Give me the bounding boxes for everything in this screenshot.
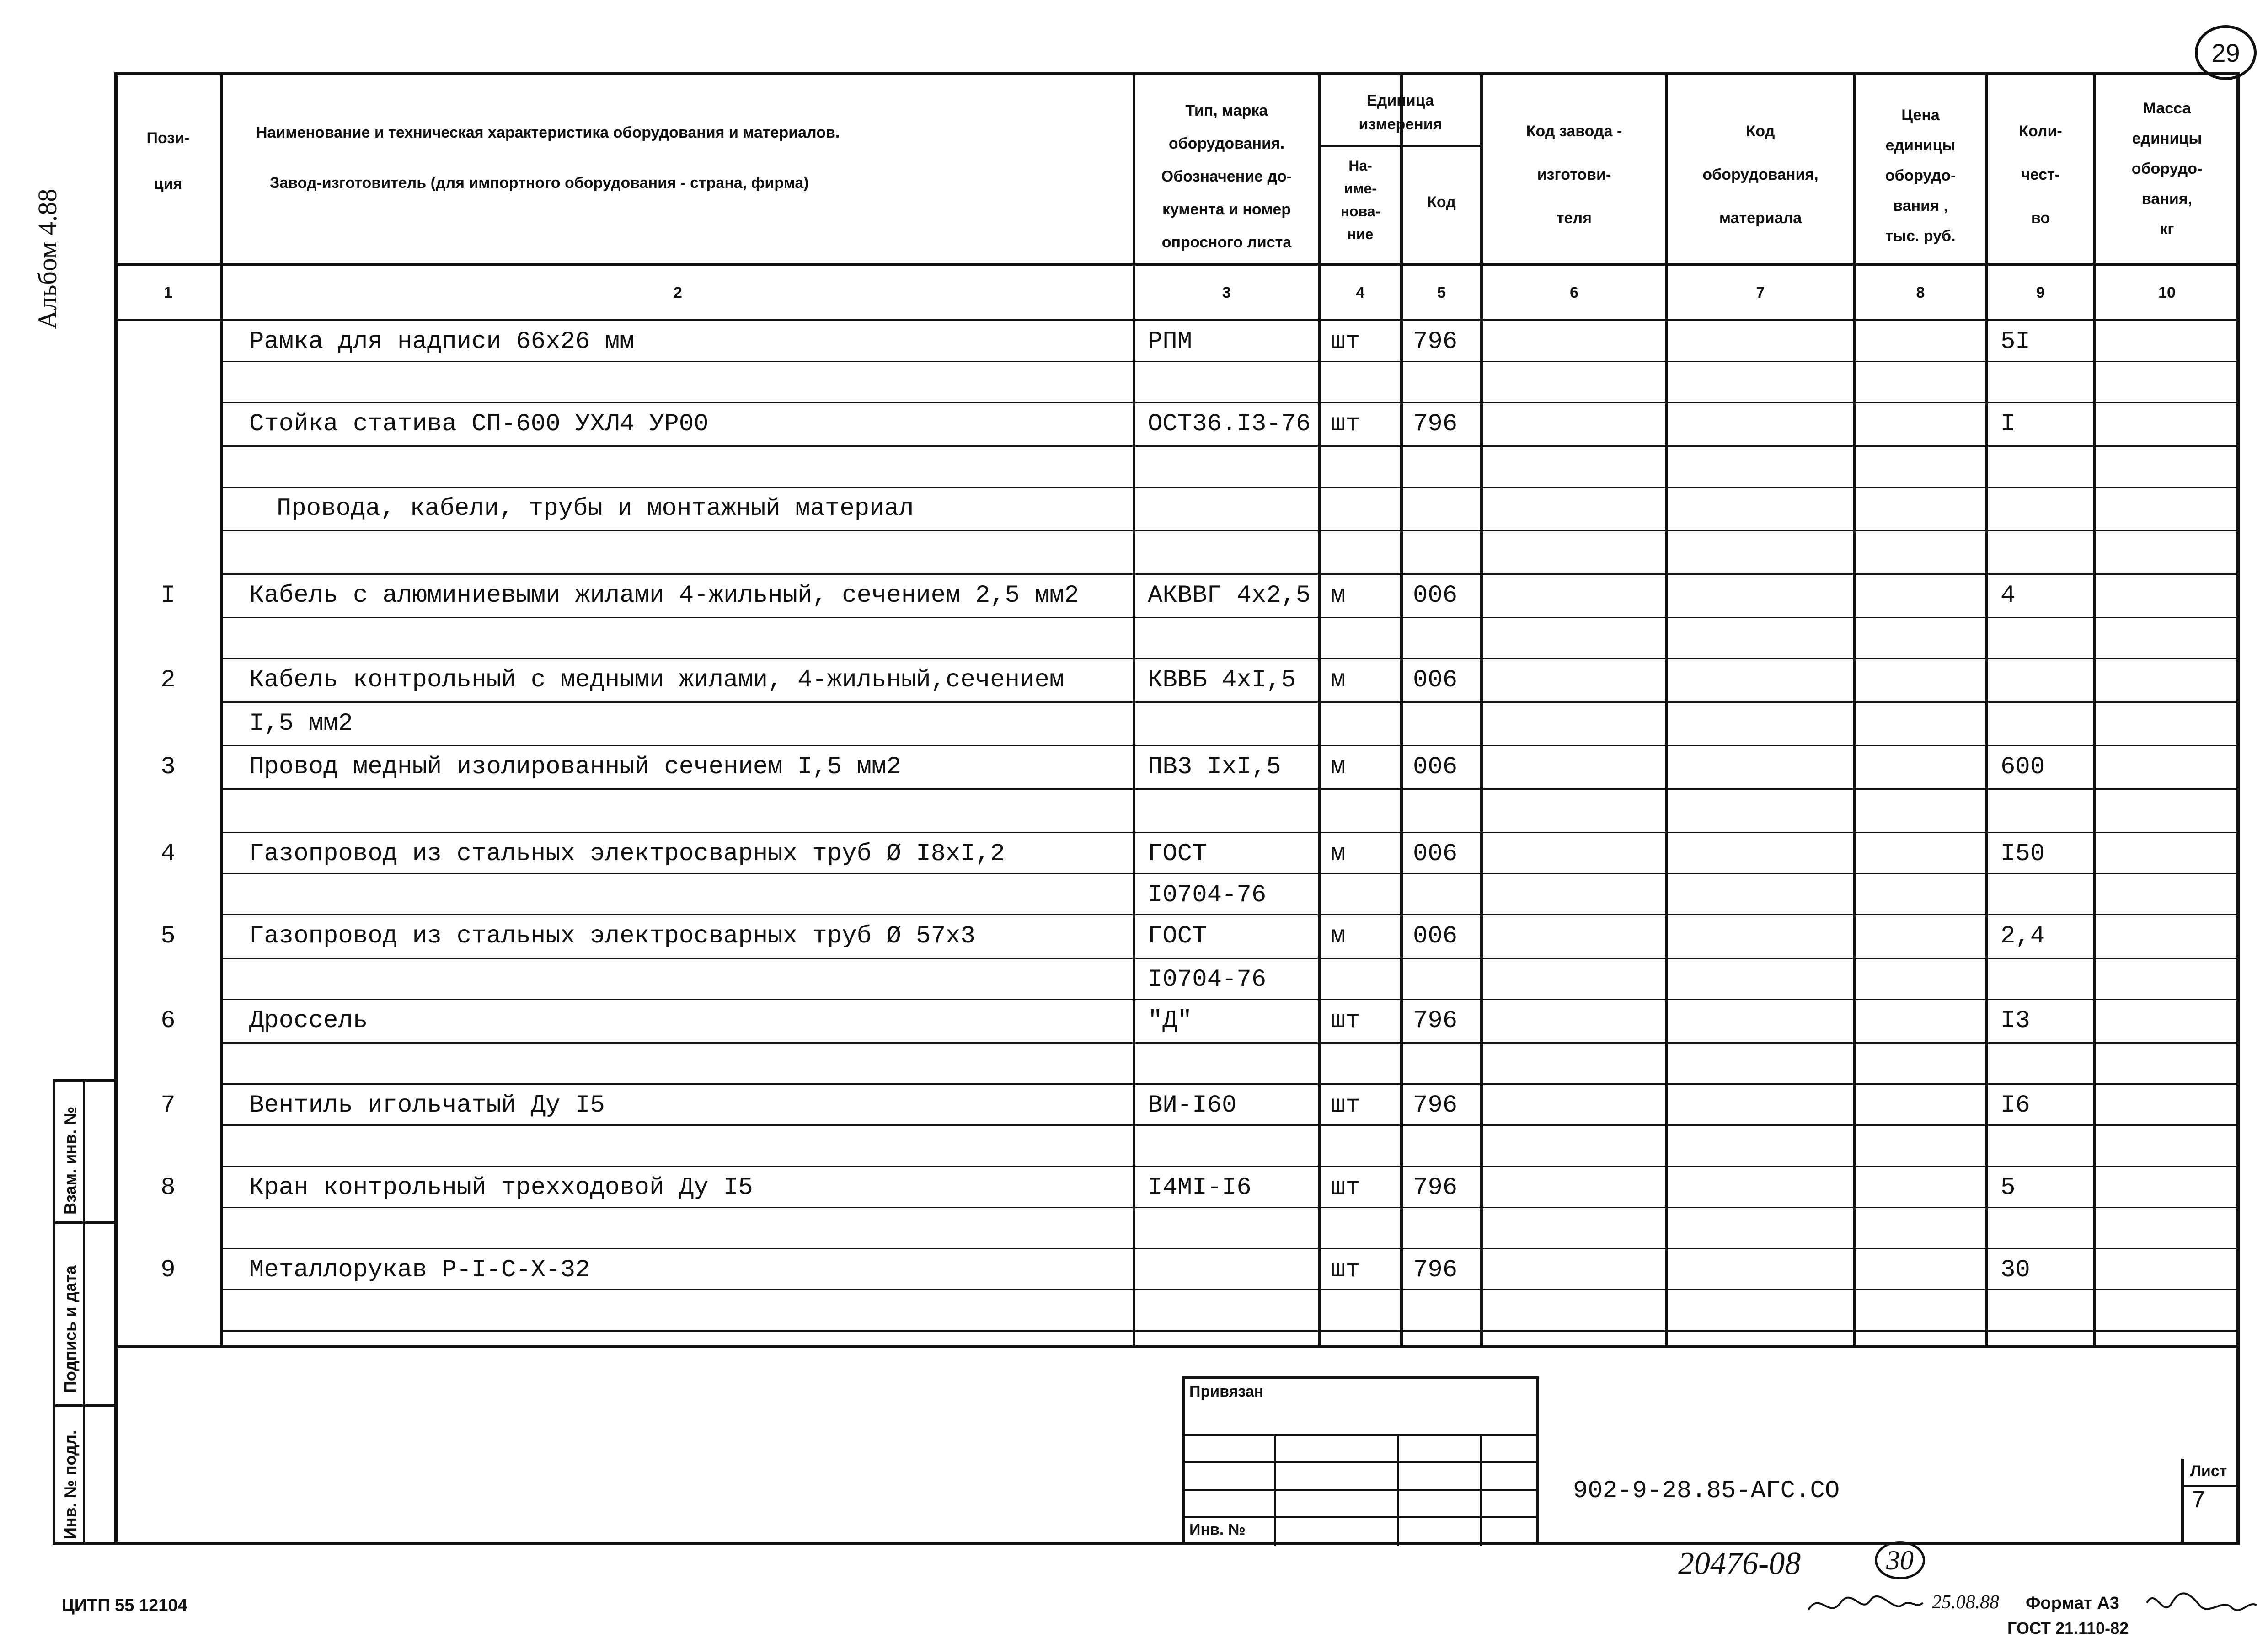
format-label: Формат А3: [2026, 1594, 2119, 1613]
archive-circle: [1875, 1541, 1925, 1579]
row-position: I: [160, 582, 176, 610]
header-type: кумента и номер: [1162, 201, 1291, 218]
title-stamp: [1182, 1376, 1539, 1545]
row-unit-code: 006: [1413, 840, 1458, 868]
row-type: ГОСТ: [1148, 922, 1207, 950]
row-unit-code: 006: [1413, 666, 1458, 694]
inv-vzam-label: Взам. инв. №: [61, 1106, 80, 1215]
row-type-continued: I0704-76: [1148, 881, 1267, 909]
header-unit-name: нова-: [1340, 203, 1380, 219]
row-position: 6: [160, 1007, 176, 1035]
column-number: 4: [1356, 284, 1365, 301]
row-type: ВИ-I60: [1148, 1092, 1237, 1119]
column-number: 10: [2158, 284, 2176, 301]
row-quantity: I50: [2001, 840, 2045, 868]
row-unit: м: [1331, 840, 1346, 868]
header-type: Тип, марка: [1185, 102, 1268, 119]
row-unit: м: [1331, 753, 1346, 781]
row-name: Металлорукав Р-I-С-Х-32: [249, 1256, 590, 1284]
row-unit: шт: [1331, 1174, 1360, 1202]
row-unit-code: 796: [1413, 1007, 1458, 1035]
row-unit-code: 796: [1413, 410, 1458, 438]
column-number: 2: [674, 284, 682, 301]
row-name: Рамка для надписи 66х26 мм: [249, 328, 635, 356]
row-position: 9: [160, 1256, 176, 1284]
row-position: 4: [160, 840, 176, 868]
row-unit-code: 796: [1413, 328, 1458, 356]
row-type: РПМ: [1148, 328, 1193, 356]
row-name: Кабель с алюминиевыми жилами 4-жильный, сечением 2,5 мм2: [249, 582, 1079, 610]
inv-podl-label: Инв. № подл.: [61, 1430, 80, 1539]
row-type: КВВБ 4хI,5: [1148, 666, 1296, 694]
row-unit: м: [1331, 666, 1346, 694]
header-mass: вания,: [2141, 190, 2193, 208]
doc-code: 902-9-28.85-АГС.СО: [1573, 1477, 1840, 1505]
row-unit: шт: [1331, 1007, 1360, 1035]
header-type: опросного листа: [1161, 234, 1292, 251]
row-type: ГОСТ: [1148, 840, 1207, 868]
sheet-number: 7: [2191, 1487, 2206, 1515]
row-quantity: 600: [2001, 753, 2045, 781]
header-price: вания ,: [1893, 197, 1948, 214]
row-unit-code: 796: [1413, 1092, 1458, 1119]
row-type: I4МI-I6: [1148, 1174, 1252, 1202]
row-name-continued: I,5 мм2: [249, 710, 353, 738]
row-position: 2: [160, 666, 176, 694]
header-factory-code: изготови-: [1537, 166, 1611, 183]
row-unit-code: 796: [1413, 1174, 1458, 1202]
header-price: Цена: [1901, 107, 1940, 124]
row-type: ОСТ36.I3-76: [1148, 410, 1311, 438]
row-quantity: 5I: [2001, 328, 2030, 356]
row-position: 3: [160, 753, 176, 781]
row-quantity: 4: [2001, 582, 2016, 610]
side-stamp: [53, 1079, 114, 1545]
header-equipment-code: материала: [1719, 209, 1802, 227]
row-position: 7: [160, 1092, 176, 1119]
row-position: 8: [160, 1174, 176, 1202]
header-mass: кг: [2160, 220, 2174, 238]
row-quantity: I6: [2001, 1092, 2030, 1119]
header-price: единицы: [1885, 137, 1956, 154]
column-number: 7: [1756, 284, 1765, 301]
header-quantity: во: [2031, 209, 2050, 227]
header-price: оборудо-: [1885, 167, 1956, 184]
header-position: ция: [154, 175, 182, 193]
org-code: ЦИТП 55 12104: [62, 1596, 187, 1615]
row-name: Газопровод из стальных электросварных труб Ø 57х3: [249, 922, 975, 950]
row-name: Газопровод из стальных электросварных труб Ø I8хI,2: [249, 840, 1005, 868]
row-type: "Д": [1148, 1007, 1193, 1035]
header-unit-name: ние: [1347, 226, 1374, 242]
header-unit-group: измерения: [1359, 116, 1442, 133]
row-unit: шт: [1331, 328, 1360, 356]
privyazan-label: Привязан: [1189, 1383, 1264, 1400]
album-label: Альбом 4.88: [32, 188, 62, 329]
row-unit-code: 006: [1413, 753, 1458, 781]
row-name: Кран контрольный трехходовой Ду I5: [249, 1174, 753, 1202]
sheet-label: Лист: [2190, 1462, 2227, 1480]
column-number: 5: [1437, 284, 1446, 301]
archive-number: 20476-08: [1678, 1546, 1801, 1581]
header-factory-code: теля: [1557, 209, 1592, 227]
header-position: Пози-: [146, 129, 190, 147]
row-quantity: I: [2001, 410, 2016, 438]
page-number: 29: [2211, 38, 2240, 67]
row-quantity: 2,4: [2001, 922, 2045, 950]
row-quantity: 5: [2001, 1174, 2016, 1202]
header-name-line: Завод-изготовитель (для импортного оборудования - страна, фирма): [270, 174, 809, 192]
header-type: оборудования.: [1168, 135, 1285, 152]
row-name: Дроссель: [249, 1007, 368, 1035]
header-type: Обозначение до-: [1161, 168, 1292, 185]
row-name: Стойка статива СП-600 УХЛ4 УР00: [249, 410, 709, 438]
row-name: Вентиль игольчатый Ду I5: [249, 1092, 605, 1119]
header-equipment-code: оборудования,: [1702, 166, 1819, 183]
header-unit-name: На-: [1348, 157, 1372, 174]
header-unit-group: Единица: [1367, 92, 1434, 109]
row-name: Кабель контрольный с медными жилами, 4-жильный,сечением: [249, 666, 1064, 694]
row-position: 5: [160, 922, 176, 950]
header-mass: Масса: [2143, 100, 2191, 117]
header-mass: единицы: [2132, 130, 2202, 147]
signature-2: [2145, 1584, 2259, 1621]
row-unit: м: [1331, 582, 1346, 610]
column-number: 8: [1916, 284, 1925, 301]
header-price: тыс. руб.: [1885, 227, 1956, 245]
column-number: 3: [1222, 284, 1231, 301]
row-unit: шт: [1331, 1092, 1360, 1119]
archive-circle-number: 30: [1886, 1545, 1914, 1575]
header-factory-code: Код завода -: [1526, 123, 1622, 140]
sheet-box: [2181, 1459, 2240, 1545]
row-unit: м: [1331, 922, 1346, 950]
column-number: 6: [1570, 284, 1578, 301]
row-unit-code: 006: [1413, 922, 1458, 950]
row-name: Провод медный изолированный сечением I,5 мм2: [249, 753, 901, 781]
header-unit-code: Код: [1427, 193, 1456, 211]
header-quantity: чест-: [2021, 166, 2060, 183]
header-mass: оборудо-: [2131, 160, 2203, 177]
gost-label: ГОСТ 21.110-82: [2007, 1619, 2129, 1638]
header-equipment-code: Код: [1746, 123, 1775, 140]
row-unit-code: 796: [1413, 1256, 1458, 1284]
podpis-data-label: Подпись и дата: [61, 1265, 80, 1393]
row-name: Провода, кабели, трубы и монтажный материал: [277, 495, 914, 523]
row-quantity: 30: [2001, 1256, 2030, 1284]
row-type-continued: I0704-76: [1148, 966, 1267, 994]
header-quantity: Коли-: [2019, 123, 2062, 140]
column-number: 9: [2036, 284, 2045, 301]
row-type: ПВ3 IхI,5: [1148, 753, 1281, 781]
page-number-badge: [2195, 25, 2257, 80]
signature-1: [1806, 1587, 1925, 1623]
row-unit: шт: [1331, 1256, 1360, 1284]
header-unit-name: име-: [1344, 180, 1377, 197]
inv-no-label: Инв. №: [1189, 1521, 1246, 1538]
row-quantity: I3: [2001, 1007, 2030, 1035]
header-name-line: Наименование и техническая характеристика оборудования и материалов.: [256, 124, 840, 141]
row-unit: шт: [1331, 410, 1360, 438]
column-number: 1: [164, 284, 172, 301]
signature-date: 25.08.88: [1932, 1592, 1999, 1613]
row-unit-code: 006: [1413, 582, 1458, 610]
row-type: АКВВГ 4х2,5: [1148, 582, 1311, 610]
